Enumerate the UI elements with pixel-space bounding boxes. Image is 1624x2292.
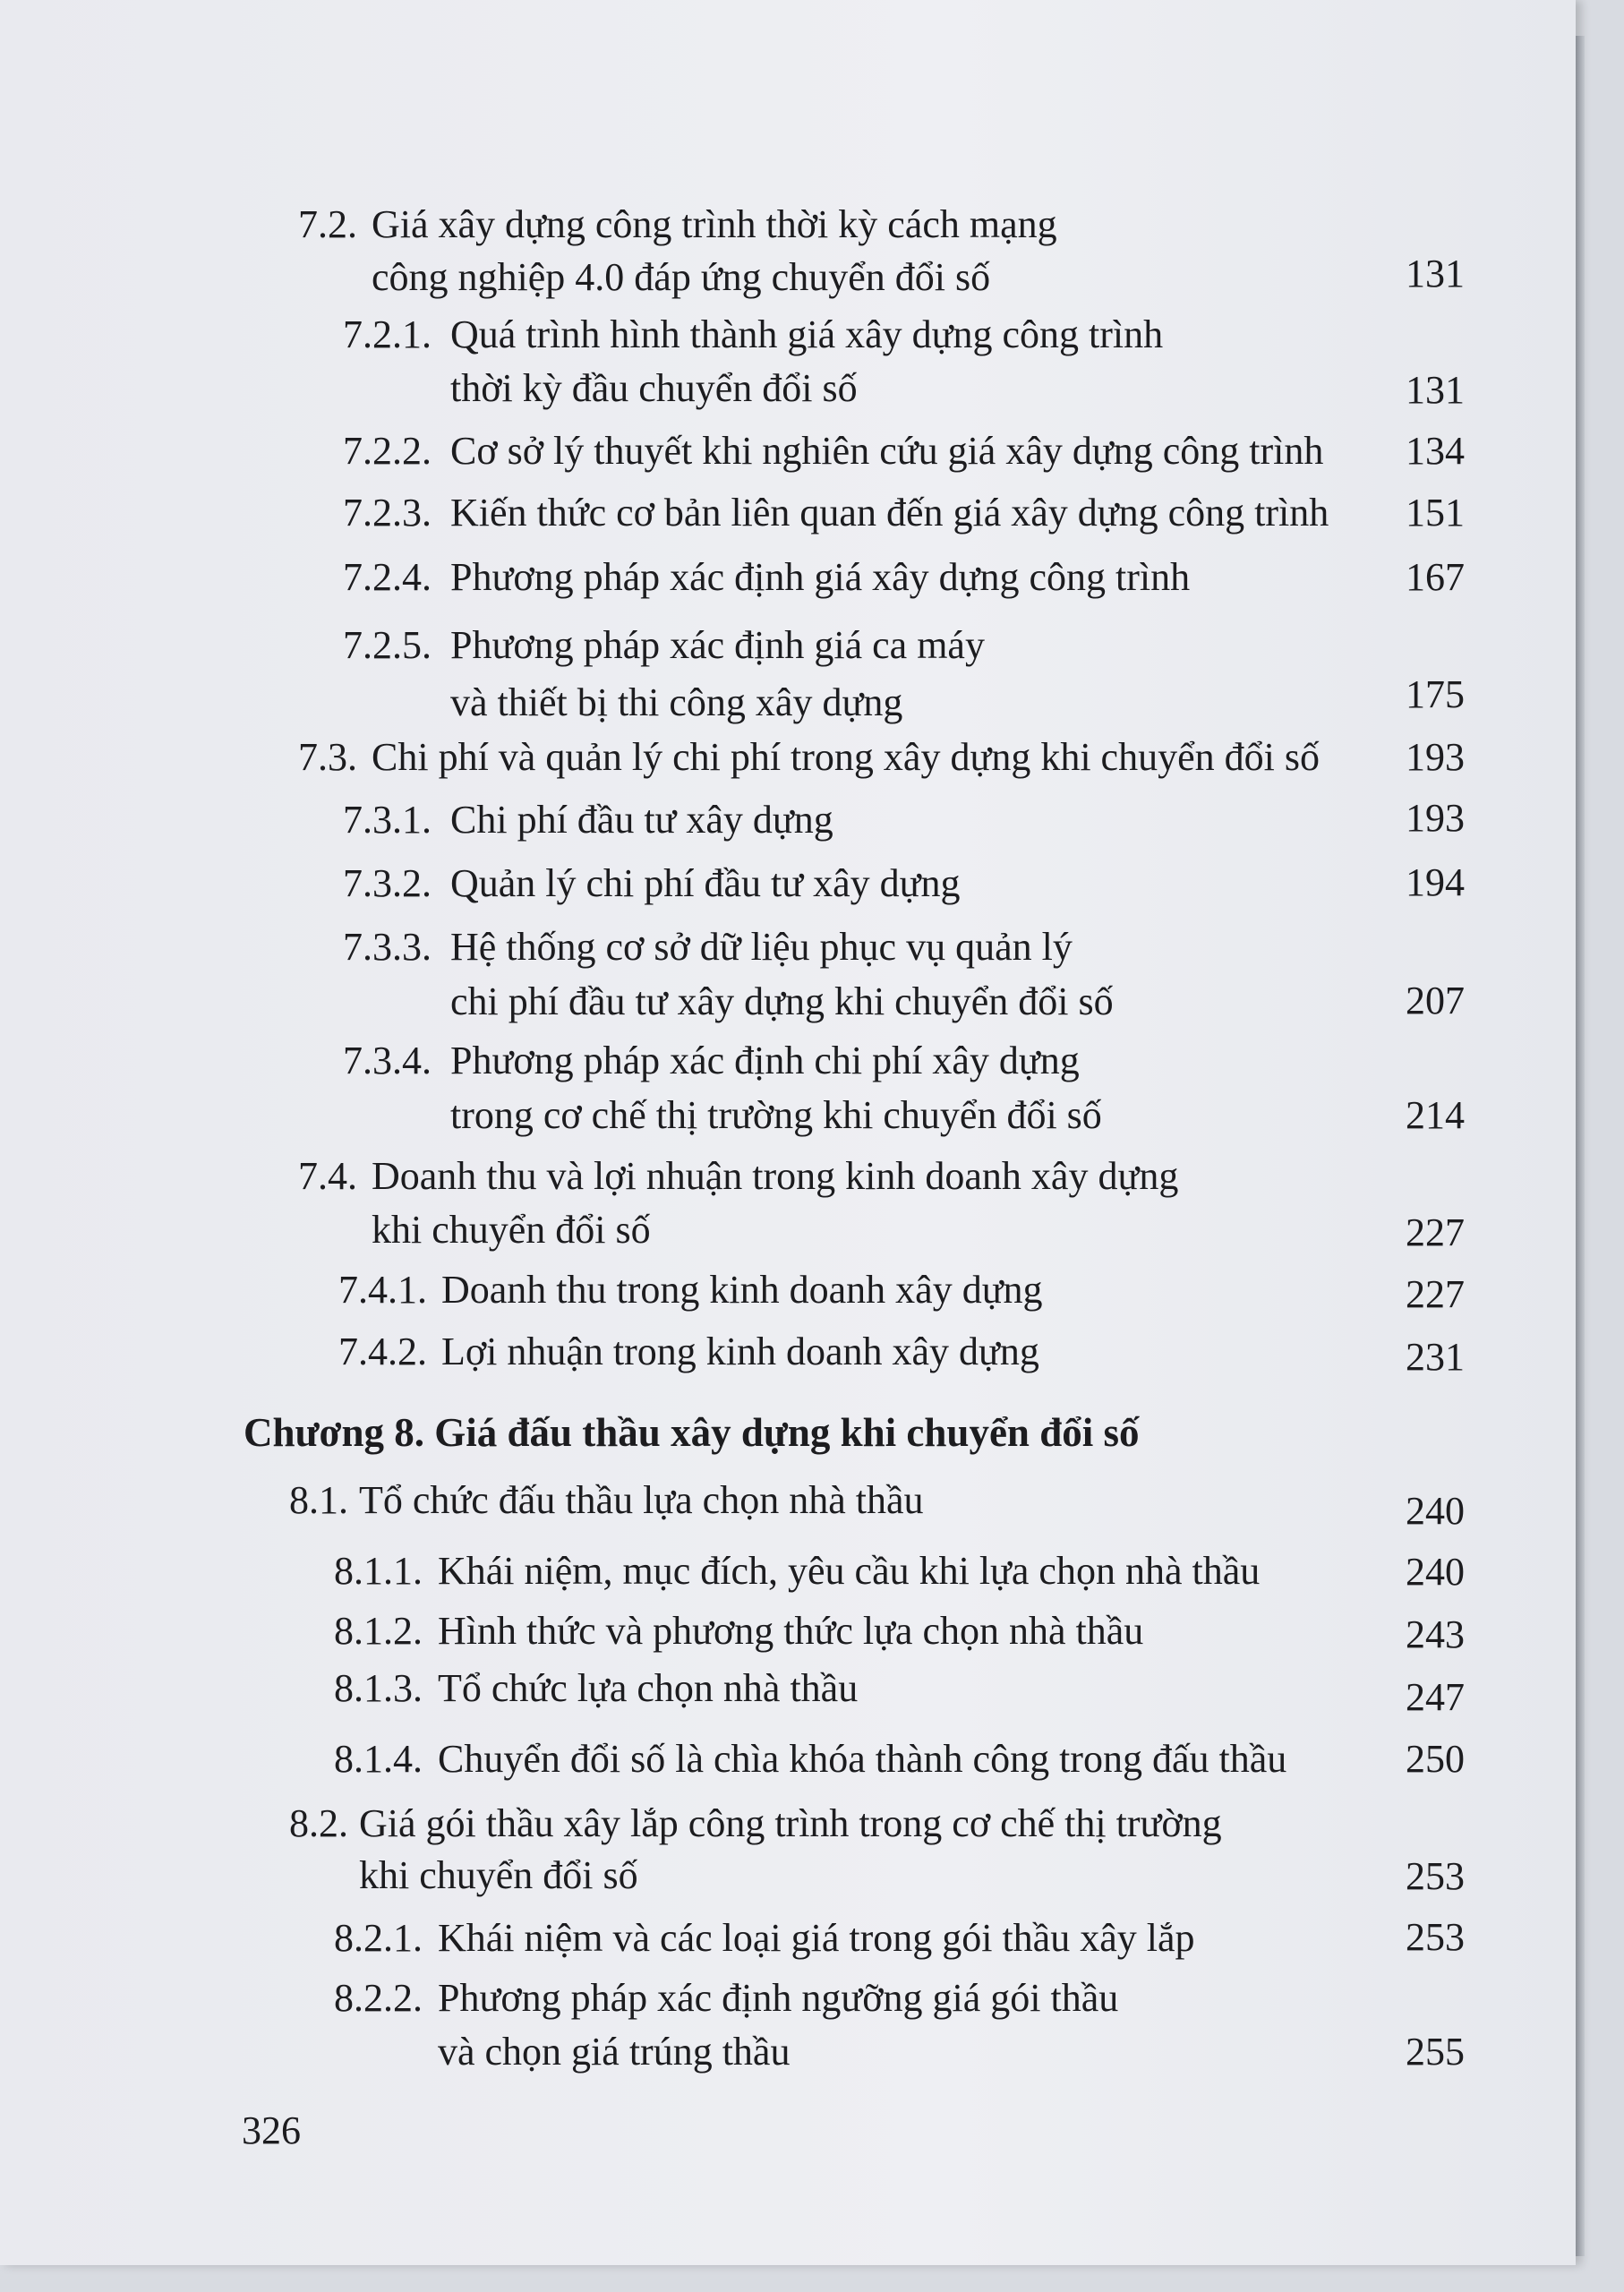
toc-entry-text: Quá trình hình thành giá xây dựng công trình — [450, 312, 1164, 356]
toc-entry-number: 8.1.3. — [334, 1666, 423, 1710]
toc-entry-title-line: và thiết bị thi công xây dựng — [450, 680, 903, 724]
toc-page-number: 131 — [1406, 252, 1465, 295]
toc-page-number: 175 — [1406, 672, 1465, 716]
toc-page-number: 227 — [1406, 1210, 1465, 1254]
chapter-title: Chương 8. Giá đấu thầu xây dựng khi chuyển đổi số — [244, 1410, 1140, 1455]
toc-entry-title-line — [343, 488, 1329, 538]
toc-entry-title-line — [334, 1913, 1195, 1963]
toc-entry-title-line: công nghiệp 4.0 đáp ứng chuyển đổi số — [372, 255, 991, 299]
toc-entry-title-line — [298, 732, 1320, 783]
toc-entry-number: 8.2. — [289, 1801, 348, 1845]
toc-entry-text: Giá xây dựng công trình thời kỳ cách mạng — [372, 202, 1057, 246]
toc-entry-text: Giá gói thầu xây lắp công trình trong cơ chế thị trường — [359, 1801, 1222, 1845]
toc-entry-title-line — [334, 1546, 1260, 1596]
toc-page-number: 131 — [1406, 368, 1465, 412]
toc-page-number: 193 — [1406, 735, 1465, 779]
toc-entry-text: Quản lý chi phí đầu tư xây dựng — [450, 861, 961, 905]
toc-entry-title-line — [343, 620, 985, 671]
toc-entry-title-line: khi chuyển đổi số — [372, 1208, 651, 1252]
toc-entry-title-line — [343, 859, 961, 909]
toc-entry-title-line — [334, 1973, 1118, 2023]
toc-entry-text: Chuyển đổi số là chìa khóa thành công trong đấu thầu — [438, 1737, 1287, 1781]
toc-entry-title-line — [343, 922, 1073, 972]
toc-entry-text: Phương pháp xác định ngưỡng giá gói thầu — [438, 1976, 1119, 2020]
toc-entry-text: Chi phí đầu tư xây dựng — [450, 798, 833, 842]
toc-page-number: 207 — [1406, 979, 1465, 1022]
toc-entry-number: 7.3.2. — [343, 861, 432, 905]
toc-page-number: 214 — [1406, 1093, 1465, 1137]
toc-entry-number: 7.4.1. — [338, 1268, 427, 1312]
toc-entry-title-line: thời kỳ đầu chuyển đổi số — [450, 366, 858, 410]
toc-page-number: 240 — [1406, 1550, 1465, 1594]
toc-entry-text: Khái niệm và các loại giá trong gói thầu xây lắp — [438, 1916, 1195, 1960]
toc-page-number: 240 — [1406, 1489, 1465, 1533]
toc-entry-title-line — [338, 1265, 1043, 1315]
toc-entry-number: 7.2.3. — [343, 491, 432, 535]
toc-entry-text: Phương pháp xác định chi phí xây dựng — [450, 1039, 1080, 1082]
toc-page-number: 253 — [1406, 1854, 1465, 1898]
toc-entry-text: Phương pháp xác định giá xây dựng công trình — [450, 555, 1191, 599]
toc-entry-text: Hệ thống cơ sở dữ liệu phục vụ quản lý — [450, 925, 1073, 969]
toc-entry-number: 7.2.1. — [343, 312, 432, 356]
toc-page-number: 231 — [1406, 1335, 1465, 1379]
toc-entry-text: Tổ chức lựa chọn nhà thầu — [438, 1666, 859, 1710]
page-edge-shadow — [1576, 36, 1585, 2256]
toc-entry-number: 7.2. — [298, 202, 357, 246]
toc-entry-text: Lợi nhuận trong kinh doanh xây dựng — [441, 1330, 1039, 1373]
toc-entry-title-line — [343, 310, 1163, 360]
toc-entry-text: Kiến thức cơ bản liên quan đến giá xây dựng công trình — [450, 491, 1329, 535]
toc-page-number: 255 — [1406, 2030, 1465, 2074]
toc-entry-text: Chi phí và quản lý chi phí trong xây dựng khi chuyển đổi số — [372, 735, 1320, 779]
toc-page-number: 247 — [1406, 1675, 1465, 1719]
page-folio-number: 326 — [242, 2108, 301, 2152]
toc-page-number: 193 — [1406, 796, 1465, 840]
toc-entry-number: 7.2.2. — [343, 429, 432, 473]
toc-entry-title-line — [343, 426, 1323, 476]
toc-entry-number: 8.1. — [289, 1478, 348, 1522]
toc-entry-title-line — [298, 1151, 1178, 1202]
toc-entry-number: 7.3.4. — [343, 1039, 432, 1082]
toc-entry-number: 8.1.1. — [334, 1549, 423, 1593]
toc-page-number: 250 — [1406, 1737, 1465, 1781]
toc-entry-title-line — [334, 1606, 1143, 1656]
toc-page-number: 253 — [1406, 1915, 1465, 1959]
toc-entry-text: Phương pháp xác định giá ca máy — [450, 623, 985, 667]
toc-entry-title-line — [289, 1475, 923, 1526]
toc-entry-number: 7.4. — [298, 1154, 357, 1198]
toc-entry-title-line: và chọn giá trúng thầu — [438, 2030, 791, 2074]
toc-entry-title-line: khi chuyển đổi số — [359, 1853, 638, 1897]
toc-page-number: 167 — [1406, 555, 1465, 599]
toc-entry-title-line — [334, 1734, 1286, 1784]
toc-page-number: 243 — [1406, 1612, 1465, 1656]
toc-entry-number: 8.2.1. — [334, 1916, 423, 1960]
toc-entry-number: 8.1.4. — [334, 1737, 423, 1781]
toc-page-number: 134 — [1406, 429, 1465, 473]
toc-entry-text: Khái niệm, mục đích, yêu cầu khi lựa chọn nhà thầu — [438, 1549, 1261, 1593]
toc-page-number: 227 — [1406, 1272, 1465, 1316]
toc-entry-number: 7.4.2. — [338, 1330, 427, 1373]
toc-entry-title-line — [289, 1799, 1222, 1849]
toc-entry-number: 7.3.3. — [343, 925, 432, 969]
toc-entry-number: 7.3.1. — [343, 798, 432, 842]
toc-entry-number: 7.3. — [298, 735, 357, 779]
toc-entry-title-line — [334, 1663, 858, 1714]
toc-entry-text: Doanh thu trong kinh doanh xây dựng — [441, 1268, 1043, 1312]
toc-entry-number: 7.2.4. — [343, 555, 432, 599]
toc-entry-title-line — [298, 200, 1057, 250]
toc-entry-number: 7.2.5. — [343, 623, 432, 667]
toc-page-number: 151 — [1406, 491, 1465, 535]
toc-entry-title-line — [338, 1327, 1039, 1377]
toc-entry-title-line — [343, 552, 1190, 603]
toc-entry-text: Tổ chức đấu thầu lựa chọn nhà thầu — [359, 1478, 924, 1522]
toc-entry-title-line — [343, 795, 833, 845]
toc-entry-title-line: chi phí đầu tư xây dựng khi chuyển đổi số — [450, 979, 1114, 1023]
toc-entry-title-line — [343, 1036, 1080, 1086]
toc-entry-text: Cơ sở lý thuyết khi nghiên cứu giá xây dựng công trình — [450, 429, 1324, 473]
toc-entry-text: Hình thức và phương thức lựa chọn nhà thầu — [438, 1609, 1144, 1653]
toc-page-number: 194 — [1406, 860, 1465, 904]
toc-entry-title-line: trong cơ chế thị trường khi chuyển đổi số — [450, 1093, 1102, 1137]
toc-entry-text: Doanh thu và lợi nhuận trong kinh doanh xây dựng — [372, 1154, 1179, 1198]
toc-entry-number: 8.2.2. — [334, 1976, 423, 2020]
toc-entry-number: 8.1.2. — [334, 1609, 423, 1653]
